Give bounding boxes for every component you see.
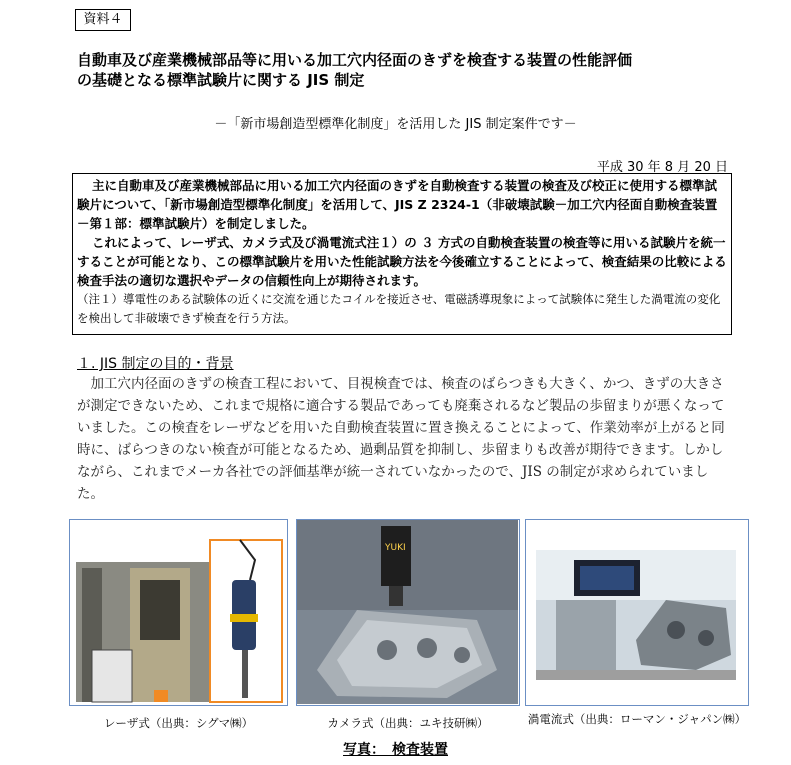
- summary-paragraph-1: 主に自動車及び産業機械部品に用いる加工穴内径面のきずを自動検査する装置の検査及び校正に使用する標準試験片について、「新市場創造型標準化制度」を活用して、JIS Z 2324-1（非破壊試験－加工穴内径面自動検査装置－第１部：標準試験片）を制定しました。: [77, 178, 718, 231]
- photo-laser-frame: [69, 519, 288, 706]
- document-label: 資料４: [75, 9, 131, 31]
- figure-title: 写真： 検査装置: [343, 742, 448, 758]
- publish-date: 平成 30 年 8 月 20 日: [596, 160, 728, 175]
- section-body: 加工穴内径面のきずの検査工程において、目視検査では、検査のばらつきも大きく、かつ、きずの大きさが測定できないため、これまで規格に適合する製品であっても廃棄されるなど製品の歩留まりが悪くなっていました。この検査をレーザなどを用いた自動検査装置に置き換えることによって、作業効率が上がると同時に、ばらつきのない検査が可能となるため、過剰品質を抑制し、歩留まりも改善が期待できます。しかしながら、これまでメーカ各社での評価基準が統一されていなかったので、JIS の制定が求められていました。: [77, 376, 725, 502]
- photo-camera-frame: [296, 519, 520, 706]
- section-heading: １. JIS 制定の目的・背景: [77, 356, 234, 372]
- camera-brand-text: YUKI: [385, 543, 406, 553]
- caption-camera: カメラ式（出典：ユキ技研㈱）: [327, 716, 489, 730]
- laser-inspection-photo-icon: [70, 520, 286, 704]
- document-title: 自動車及び産業機械部品等に用いる加工穴内径面のきずを検査する装置の性能評価 の基礎となる標準試験片に関する JIS 制定: [77, 51, 633, 89]
- summary-box: [72, 173, 732, 335]
- document-subtitle: －「新市場創造型標準化制度」を活用した JIS 制定案件です－: [214, 117, 577, 132]
- caption-laser: レーザ式（出典：シグマ㈱）: [103, 716, 254, 730]
- eddy-current-photo-icon: [526, 520, 747, 704]
- photo-eddy-frame: [525, 519, 749, 706]
- caption-eddy: 渦電流式（出典：ローマン・ジャパン㈱）: [527, 712, 747, 726]
- summary-paragraph-2: これによって、レーザ式、カメラ式及び渦電流式注１）の ３ 方式の自動検査装置の検査等に用いる試験片を統一することが可能となり、この標準試験片を用いた性能試験方法を今後確立することによって、検査結果の比較による検査手法の適切な選択やデータの信頼性向上が期待されます。: [77, 235, 727, 288]
- camera-inspection-photo-icon: [297, 520, 518, 704]
- summary-note: （注１）導電性のある試験体の近くに交流を通じたコイルを接近させ、電磁誘導現象によって試験体に発生した渦電流の変化を検出して非破壊できず検査を行う方法。: [77, 292, 721, 325]
